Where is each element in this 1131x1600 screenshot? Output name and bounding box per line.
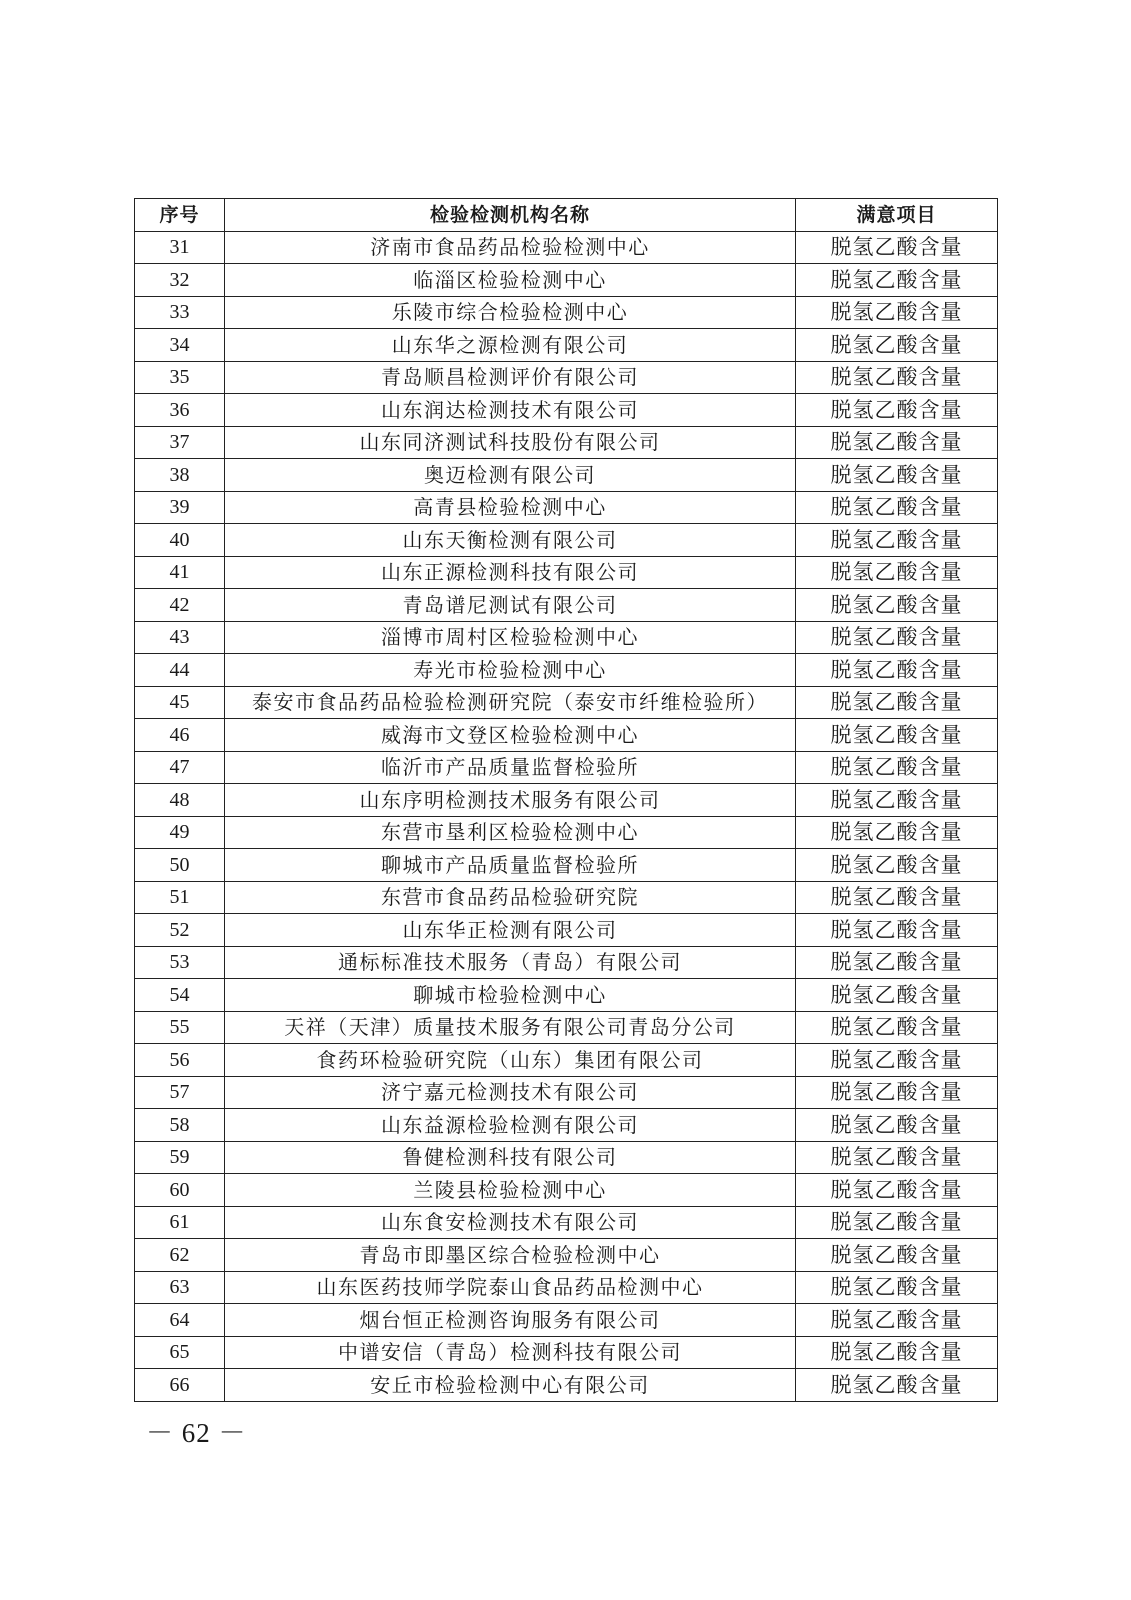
results-table-container [134,198,997,1402]
serial-number-cell: 54 [135,979,225,1012]
serial-number-cell: 43 [135,621,225,654]
satisfactory-item-cell: 脱氢乙酸含量 [796,394,998,427]
table-row [135,751,998,784]
satisfactory-item-cell: 脱氢乙酸含量 [796,231,998,264]
satisfactory-item-cell: 脱氢乙酸含量 [796,296,998,329]
table-row [135,1174,998,1207]
serial-number-cell: 50 [135,849,225,882]
institution-name-cell: 济南市食品药品检验检测中心 [225,231,796,264]
table-row [135,264,998,297]
header-satisfactory-item: 满意项目 [796,199,998,232]
serial-number-cell: 61 [135,1206,225,1239]
institution-name-cell: 乐陵市综合检验检测中心 [225,296,796,329]
institution-name-cell: 食药环检验研究院（山东）集团有限公司 [225,1044,796,1077]
satisfactory-item-cell: 脱氢乙酸含量 [796,1174,998,1207]
serial-number-cell: 48 [135,784,225,817]
table-row [135,361,998,394]
serial-number-cell: 53 [135,946,225,979]
satisfactory-item-cell: 脱氢乙酸含量 [796,1239,998,1272]
serial-number-cell: 33 [135,296,225,329]
satisfactory-item-cell: 脱氢乙酸含量 [796,1044,998,1077]
institution-name-cell: 青岛市即墨区综合检验检测中心 [225,1239,796,1272]
serial-number-cell: 59 [135,1141,225,1174]
table-row [135,816,998,849]
institution-name-cell: 济宁嘉元检测技术有限公司 [225,1076,796,1109]
satisfactory-item-cell: 脱氢乙酸含量 [796,914,998,947]
table-row [135,1141,998,1174]
table-row [135,1044,998,1077]
satisfactory-item-cell: 脱氢乙酸含量 [796,816,998,849]
table-row [135,296,998,329]
table-row [135,1336,998,1369]
serial-number-cell: 41 [135,556,225,589]
institution-name-cell: 山东食安检测技术有限公司 [225,1206,796,1239]
satisfactory-item-cell: 脱氢乙酸含量 [796,361,998,394]
serial-number-cell: 37 [135,426,225,459]
institution-name-cell: 聊城市检验检测中心 [225,979,796,1012]
table-row [135,621,998,654]
satisfactory-item-cell: 脱氢乙酸含量 [796,686,998,719]
serial-number-cell: 55 [135,1011,225,1044]
header-row [135,199,998,232]
satisfactory-item-cell: 脱氢乙酸含量 [796,1369,998,1402]
satisfactory-item-cell: 脱氢乙酸含量 [796,946,998,979]
serial-number-cell: 38 [135,459,225,492]
institution-name-cell: 鲁健检测科技有限公司 [225,1141,796,1174]
institution-name-cell: 临沂市产品质量监督检验所 [225,751,796,784]
satisfactory-item-cell: 脱氢乙酸含量 [796,1076,998,1109]
institution-name-cell: 东营市食品药品检验研究院 [225,881,796,914]
serial-number-cell: 66 [135,1369,225,1402]
table-row [135,1239,998,1272]
serial-number-cell: 60 [135,1174,225,1207]
table-row [135,231,998,264]
satisfactory-item-cell: 脱氢乙酸含量 [796,1304,998,1337]
satisfactory-item-cell: 脱氢乙酸含量 [796,264,998,297]
serial-number-cell: 31 [135,231,225,264]
table-header [135,199,998,232]
serial-number-cell: 39 [135,491,225,524]
table-row [135,1076,998,1109]
table-row [135,394,998,427]
table-row [135,719,998,752]
serial-number-cell: 44 [135,654,225,687]
satisfactory-item-cell: 脱氢乙酸含量 [796,1271,998,1304]
table-row [135,849,998,882]
satisfactory-item-cell: 脱氢乙酸含量 [796,719,998,752]
serial-number-cell: 46 [135,719,225,752]
table-row [135,1109,998,1142]
table-row [135,1206,998,1239]
institution-name-cell: 山东同济测试科技股份有限公司 [225,426,796,459]
serial-number-cell: 56 [135,1044,225,1077]
satisfactory-item-cell: 脱氢乙酸含量 [796,459,998,492]
serial-number-cell: 47 [135,751,225,784]
institution-name-cell: 山东医药技师学院泰山食品药品检测中心 [225,1271,796,1304]
table-row [135,524,998,557]
serial-number-cell: 58 [135,1109,225,1142]
institution-name-cell: 淄博市周村区检验检测中心 [225,621,796,654]
institution-name-cell: 通标标准技术服务（青岛）有限公司 [225,946,796,979]
institution-name-cell: 天祥（天津）质量技术服务有限公司青岛分公司 [225,1011,796,1044]
table-row [135,491,998,524]
institution-name-cell: 山东正源检测科技有限公司 [225,556,796,589]
serial-number-cell: 42 [135,589,225,622]
satisfactory-item-cell: 脱氢乙酸含量 [796,1336,998,1369]
institution-name-cell: 泰安市食品药品检验检测研究院（泰安市纤维检验所） [225,686,796,719]
table-row [135,914,998,947]
satisfactory-item-cell: 脱氢乙酸含量 [796,849,998,882]
institution-name-cell: 东营市垦利区检验检测中心 [225,816,796,849]
results-table [134,198,998,1402]
table-row [135,1011,998,1044]
satisfactory-item-cell: 脱氢乙酸含量 [796,1206,998,1239]
serial-number-cell: 63 [135,1271,225,1304]
table-row [135,784,998,817]
table-row [135,1271,998,1304]
serial-number-cell: 45 [135,686,225,719]
table-row [135,654,998,687]
institution-name-cell: 临淄区检验检测中心 [225,264,796,297]
serial-number-cell: 57 [135,1076,225,1109]
institution-name-cell: 聊城市产品质量监督检验所 [225,849,796,882]
table-row [135,686,998,719]
table-row [135,881,998,914]
institution-name-cell: 山东益源检验检测有限公司 [225,1109,796,1142]
header-institution-name: 检验检测机构名称 [225,199,796,232]
satisfactory-item-cell: 脱氢乙酸含量 [796,556,998,589]
satisfactory-item-cell: 脱氢乙酸含量 [796,654,998,687]
satisfactory-item-cell: 脱氢乙酸含量 [796,881,998,914]
table-row [135,946,998,979]
satisfactory-item-cell: 脱氢乙酸含量 [796,1141,998,1174]
serial-number-cell: 65 [135,1336,225,1369]
institution-name-cell: 山东华正检测有限公司 [225,914,796,947]
institution-name-cell: 兰陵县检验检测中心 [225,1174,796,1207]
institution-name-cell: 山东润达检测技术有限公司 [225,394,796,427]
serial-number-cell: 64 [135,1304,225,1337]
serial-number-cell: 34 [135,329,225,362]
institution-name-cell: 高青县检验检测中心 [225,491,796,524]
institution-name-cell: 中谱安信（青岛）检测科技有限公司 [225,1336,796,1369]
serial-number-cell: 51 [135,881,225,914]
satisfactory-item-cell: 脱氢乙酸含量 [796,751,998,784]
satisfactory-item-cell: 脱氢乙酸含量 [796,589,998,622]
serial-number-cell: 40 [135,524,225,557]
institution-name-cell: 山东序明检测技术服务有限公司 [225,784,796,817]
table-row [135,426,998,459]
satisfactory-item-cell: 脱氢乙酸含量 [796,979,998,1012]
table-row [135,556,998,589]
satisfactory-item-cell: 脱氢乙酸含量 [796,426,998,459]
institution-name-cell: 山东华之源检测有限公司 [225,329,796,362]
table-row [135,329,998,362]
serial-number-cell: 36 [135,394,225,427]
serial-number-cell: 32 [135,264,225,297]
table-row [135,1304,998,1337]
serial-number-cell: 49 [135,816,225,849]
table-row [135,1369,998,1402]
satisfactory-item-cell: 脱氢乙酸含量 [796,491,998,524]
institution-name-cell: 安丘市检验检测中心有限公司 [225,1369,796,1402]
institution-name-cell: 青岛谱尼测试有限公司 [225,589,796,622]
serial-number-cell: 62 [135,1239,225,1272]
institution-name-cell: 奥迈检测有限公司 [225,459,796,492]
institution-name-cell: 烟台恒正检测咨询服务有限公司 [225,1304,796,1337]
page-number: － 62 － [146,1418,247,1448]
table-row [135,459,998,492]
table-row [135,589,998,622]
satisfactory-item-cell: 脱氢乙酸含量 [796,524,998,557]
satisfactory-item-cell: 脱氢乙酸含量 [796,1109,998,1142]
institution-name-cell: 威海市文登区检验检测中心 [225,719,796,752]
satisfactory-item-cell: 脱氢乙酸含量 [796,621,998,654]
institution-name-cell: 寿光市检验检测中心 [225,654,796,687]
satisfactory-item-cell: 脱氢乙酸含量 [796,784,998,817]
table-row [135,979,998,1012]
table-body [135,231,998,1401]
serial-number-cell: 35 [135,361,225,394]
satisfactory-item-cell: 脱氢乙酸含量 [796,329,998,362]
serial-number-cell: 52 [135,914,225,947]
satisfactory-item-cell: 脱氢乙酸含量 [796,1011,998,1044]
institution-name-cell: 青岛顺昌检测评价有限公司 [225,361,796,394]
institution-name-cell: 山东天衡检测有限公司 [225,524,796,557]
header-serial-number: 序号 [135,199,225,232]
